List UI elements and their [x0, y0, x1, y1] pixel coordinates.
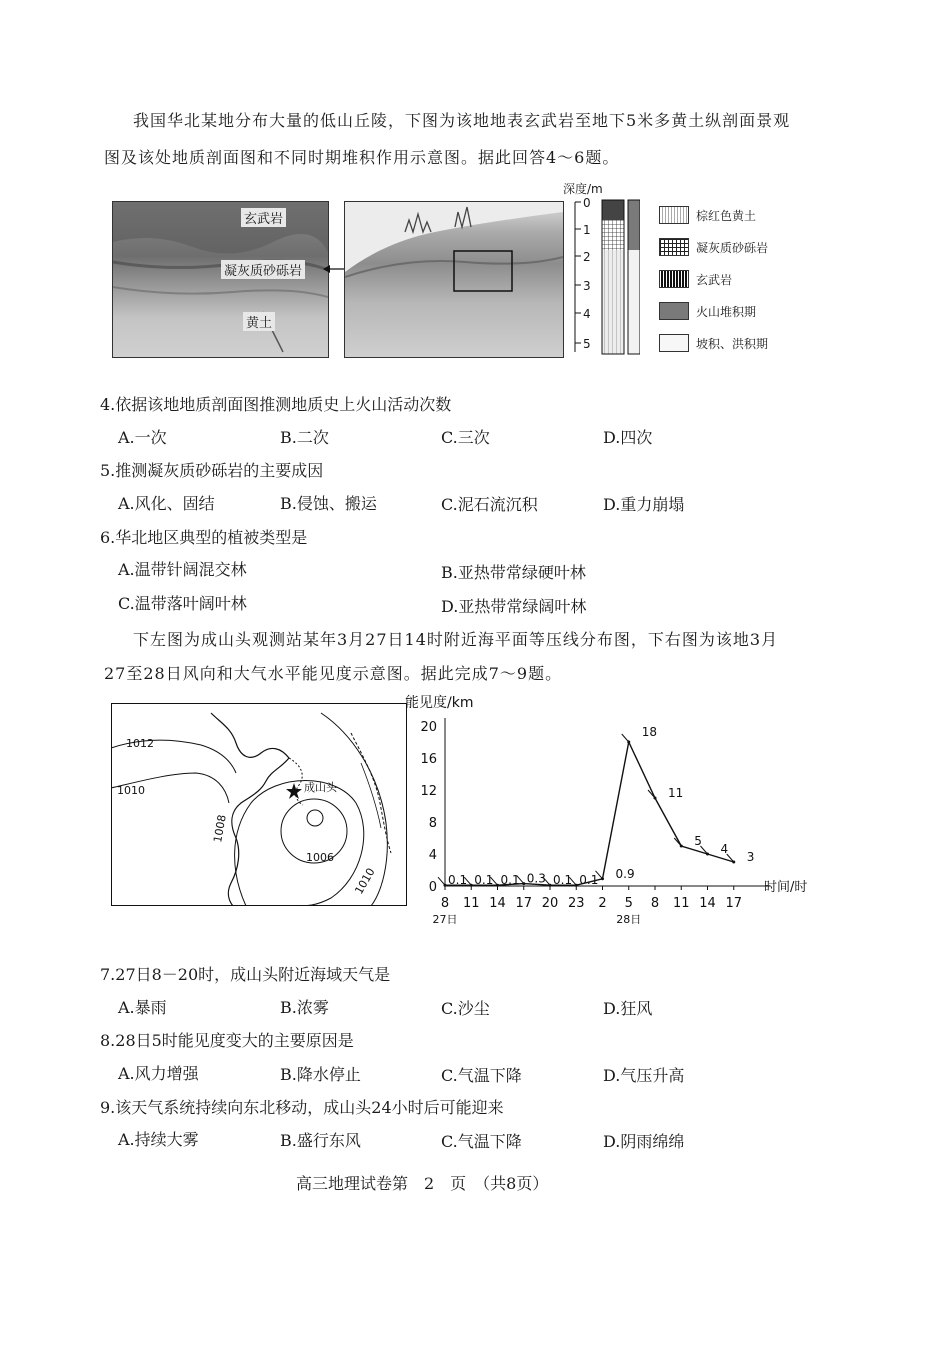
label-loess: 黄土 — [243, 312, 275, 331]
data-label: 0.1 — [553, 873, 573, 888]
q4-stem: 4.依据该地地质剖面图推测地质史上火山活动次数 — [100, 395, 452, 414]
q6-option-c: C.温带落叶阔叶林 — [118, 594, 247, 613]
depth-tick-2: 2 — [583, 250, 591, 264]
day-label: 27日 — [432, 913, 458, 926]
svg-text:1012: 1012 — [126, 737, 154, 750]
q4-option-b: B.二次 — [280, 428, 329, 447]
y-tick-label: 16 — [420, 752, 437, 767]
x-tick-label: 23 — [567, 896, 585, 911]
x-tick-label: 17 — [515, 896, 533, 911]
svg-text:成山头: 成山头 — [304, 781, 337, 794]
data-label: 0.1 — [474, 873, 494, 888]
q9-option-c: C.气温下降 — [441, 1132, 522, 1151]
data-label: 11 — [668, 786, 684, 800]
x-tick-label: 5 — [624, 896, 633, 911]
q7-option-a: A.暴雨 — [118, 998, 167, 1017]
q4-option-a: A.一次 — [118, 428, 167, 447]
cross-section-photo-landscape — [344, 201, 564, 358]
q7-option-c: C.沙尘 — [441, 999, 490, 1018]
legend-swatch-tuff — [659, 238, 689, 256]
x-tick-label: 17 — [725, 896, 743, 911]
q8-option-d: D.气压升高 — [603, 1066, 685, 1085]
data-label: 3 — [746, 850, 755, 864]
x-tick-label: 14 — [699, 896, 716, 911]
label-tuff: 凝灰质砂砾岩 — [221, 260, 305, 279]
legend-swatch-slope-period — [659, 334, 689, 352]
q9-option-d: D.阴雨绵绵 — [603, 1132, 685, 1151]
q9-option-b: B.盛行东风 — [280, 1131, 361, 1150]
y-tick-label: 20 — [420, 720, 437, 735]
q7-option-b: B.浓雾 — [280, 998, 329, 1017]
legend-swatch-volcanic-period — [659, 302, 689, 320]
q6-option-a: A.温带针阔混交林 — [118, 560, 247, 579]
x-tick-label: 2 — [598, 896, 607, 911]
q4-option-d: D.四次 — [603, 428, 653, 447]
data-label: 0.1 — [500, 873, 520, 888]
depth-column — [560, 196, 640, 361]
intro1-line1: 我国华北某地分布大量的低山丘陵，下图为该地地表玄武岩至地下5米多黄土纵剖面景观 — [133, 111, 791, 130]
x-axis-label: 时间/时 — [764, 880, 808, 895]
label-basalt: 玄武岩 — [241, 208, 286, 227]
svg-text:1006: 1006 — [306, 851, 334, 864]
data-label: 18 — [641, 725, 658, 739]
depth-tick-1: 1 — [583, 223, 591, 237]
cross-section-photo-closeup — [112, 201, 329, 358]
x-tick-label: 11 — [672, 896, 690, 911]
q8-stem: 8.28日5时能见度变大的主要原因是 — [100, 1031, 354, 1050]
q5-option-c: C.泥石流沉积 — [441, 495, 538, 514]
legend-swatch-loess — [659, 206, 689, 224]
depth-tick-3: 3 — [583, 279, 591, 293]
q7-stem: 7.27日8－20时，成山头附近海域天气是 — [100, 965, 391, 984]
q8-option-b: B.降水停止 — [280, 1065, 361, 1084]
y-tick-label: 8 — [428, 816, 437, 831]
legend-label-slope-period: 坡积、洪积期 — [696, 337, 769, 351]
q9-option-a: A.持续大雾 — [118, 1130, 199, 1149]
q7-option-d: D.狂风 — [603, 999, 653, 1018]
x-tick-label: 11 — [462, 896, 480, 911]
depth-tick-0: 0 — [583, 196, 591, 210]
legend-label-loess: 棕红色黄土 — [696, 209, 757, 223]
depth-tick-4: 4 — [583, 307, 591, 321]
q6-option-d: D.亚热带常绿阔叶林 — [441, 597, 587, 616]
intro2-line1: 下左图为成山头观测站某年3月27日14时附近海平面等压线分布图，下右图为该地3月 — [133, 630, 779, 649]
y-tick-label: 4 — [428, 848, 437, 863]
legend-label-volcanic-period: 火山堆积期 — [696, 305, 757, 319]
svg-text:1008: 1008 — [211, 813, 229, 844]
q4-option-c: C.三次 — [441, 428, 490, 447]
data-label: 0.9 — [615, 866, 635, 881]
legend-label-basalt: 玄武岩 — [696, 273, 733, 287]
q5-option-a: A.风化、固结 — [118, 494, 215, 513]
wind-barb — [438, 877, 445, 885]
wind-barb — [622, 734, 629, 742]
data-label: 0.1 — [579, 873, 599, 888]
data-label: 4 — [720, 842, 729, 856]
q5-option-b: B.侵蚀、搬运 — [280, 494, 377, 513]
q8-option-c: C.气温下降 — [441, 1066, 522, 1085]
x-tick-label: 8 — [440, 896, 450, 911]
q5-stem: 5.推测凝灰质砂砾岩的主要成因 — [100, 461, 324, 480]
day-label: 28日 — [616, 913, 642, 926]
y-tick-label: 12 — [420, 784, 437, 799]
q5-option-d: D.重力崩塌 — [603, 495, 685, 514]
svg-text:1010: 1010 — [352, 865, 378, 897]
legend-swatch-basalt — [659, 270, 689, 288]
x-tick-label: 14 — [489, 896, 506, 911]
x-tick-label: 20 — [541, 896, 559, 911]
q8-option-a: A.风力增强 — [118, 1064, 199, 1083]
intro2-line2: 27至28日风向和大气水平能见度示意图。据此完成7～9题。 — [104, 664, 563, 683]
q9-stem: 9.该天气系统持续向东北移动，成山头24小时后可能迎来 — [100, 1098, 504, 1117]
depth-axis-title: 深度/m — [563, 182, 603, 196]
q6-stem: 6.华北地区典型的植被类型是 — [100, 528, 308, 547]
y-axis-label: 能见度/km — [405, 695, 474, 711]
visibility-series-line — [445, 742, 734, 888]
page-footer: 高三地理试卷第 2 页 （共8页） — [296, 1174, 549, 1193]
data-label: 0.1 — [448, 873, 468, 888]
intro1-line2: 图及该处地质剖面图和不同时期堆积作用示意图。据此回答4～6题。 — [104, 148, 620, 167]
y-tick-label: 0 — [428, 880, 437, 895]
q6-option-b: B.亚热带常绿硬叶林 — [441, 563, 586, 582]
x-tick-label: 8 — [650, 896, 660, 911]
data-label: 5 — [694, 834, 702, 848]
data-label: 0.3 — [526, 871, 546, 886]
isobar-map — [111, 703, 407, 906]
legend-label-tuff: 凝灰质砂砾岩 — [696, 241, 769, 255]
svg-text:1010: 1010 — [117, 784, 145, 797]
visibility-chart — [400, 690, 820, 930]
depth-tick-5: 5 — [583, 337, 591, 351]
